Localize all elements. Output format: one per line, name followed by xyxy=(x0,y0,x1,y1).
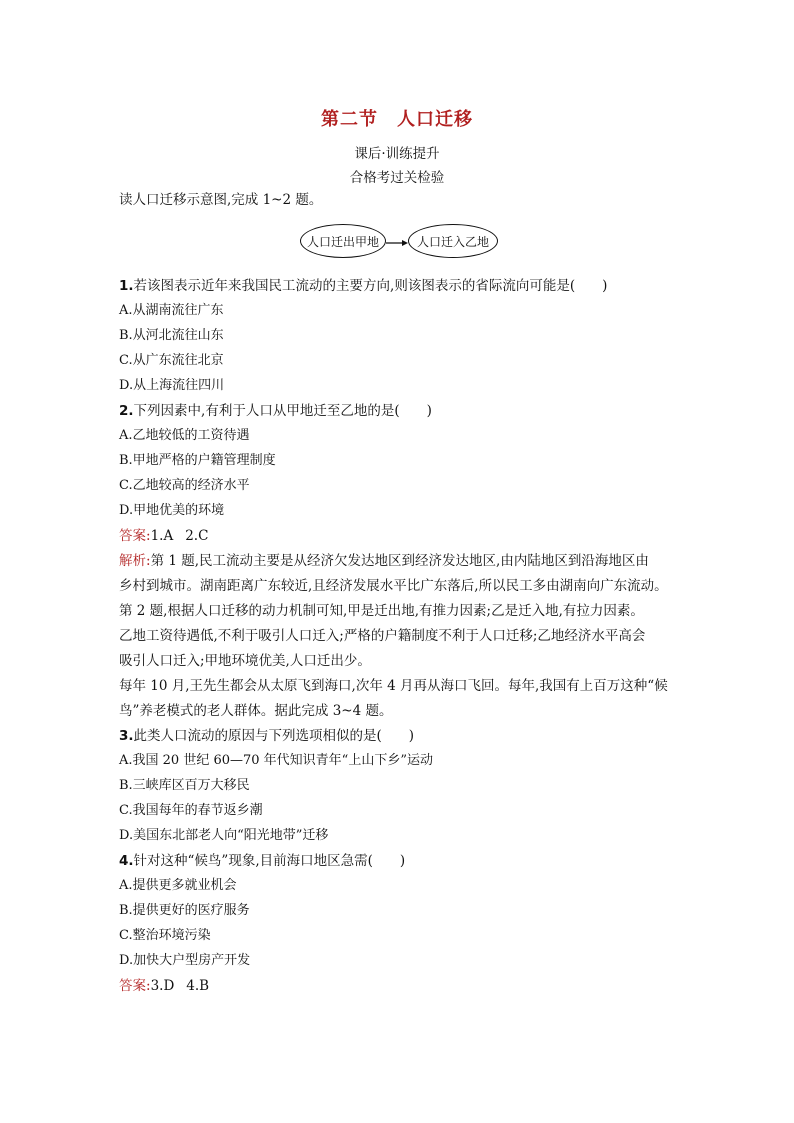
question-number: 4. xyxy=(119,853,134,869)
option-2a: A.乙地较低的工资待遇 xyxy=(119,428,250,443)
intro-text-2-line-1: 每年 10 月,王先生都会从太原飞到海口,次年 4 月再从海口飞回。每年,我国有上百万这种“候 xyxy=(119,678,668,694)
option-1a: A.从湖南流往广东 xyxy=(119,303,224,318)
arrow-icon xyxy=(386,240,408,246)
migration-diagram xyxy=(298,224,498,260)
answer-value: 2.C xyxy=(185,528,209,544)
question-text: 下列因素中,有利于人口从甲地迁至乙地的是( ) xyxy=(133,403,432,419)
option-3a: A.我国 20 世纪 60—70 年代知识青年“上山下乡”运动 xyxy=(119,753,433,768)
question-number: 3. xyxy=(119,728,134,744)
subtitle-after-class: 课后·训练提升 xyxy=(354,146,440,162)
question-2 xyxy=(119,399,689,423)
answer-label: 答案: xyxy=(119,978,151,994)
question-text: 此类人口流动的原因与下列选项相似的是( ) xyxy=(133,728,415,744)
option-2c: C.乙地较高的经济水平 xyxy=(119,478,250,493)
option-1c: C.从广东流往北京 xyxy=(119,353,224,368)
analysis-line-3: 第 2 题,根据人口迁移的动力机制可知,甲是迁出地,有推力因素;乙是迁入地,有拉力因素。 xyxy=(119,603,644,619)
answer-1-2 xyxy=(119,524,689,548)
answer-3-4 xyxy=(119,974,689,998)
analysis-line-5: 吸引人口迁入;甲地环境优美,人口迁出少。 xyxy=(119,653,371,669)
answer-label: 答案: xyxy=(119,528,151,544)
question-number: 1. xyxy=(119,278,134,294)
answer-value: 1.A xyxy=(150,528,174,544)
node-immigration: 人口迁入乙地 xyxy=(408,224,498,258)
analysis-line-2: 乡村到城市。湖南距离广东较近,且经济发展水平比广东落后,所以民工多由湖南向广东流动。 xyxy=(119,578,668,594)
intro-text-2-line-2: 鸟”养老模式的老人群体。据此完成 3~4 题。 xyxy=(119,703,393,719)
subtitle-qualification: 合格考过关检验 xyxy=(349,170,445,186)
option-2b: B.甲地严格的户籍管理制度 xyxy=(119,453,276,468)
analysis-label: 解析: xyxy=(119,553,151,569)
option-4d: D.加快大户型房产开发 xyxy=(119,953,251,968)
analysis-line-1: 解析:第 1 题,民工流动主要是从经济欠发达地区到经济发达地区,由内陆地区到沿海地区由 xyxy=(119,553,649,569)
question-number: 2. xyxy=(119,403,134,419)
option-4a: A.提供更多就业机会 xyxy=(119,878,237,893)
question-text: 针对这种“候鸟”现象,目前海口地区急需( ) xyxy=(133,853,406,869)
option-3c: C.我国每年的春节返乡潮 xyxy=(119,803,263,818)
option-3b: B.三峡库区百万大移民 xyxy=(119,778,250,793)
answer-value: 3.D xyxy=(150,978,175,994)
option-2d: D.甲地优美的环境 xyxy=(119,503,225,518)
analysis-line-4: 乙地工资待遇低,不利于吸引人口迁入;严格的户籍制度不利于人口迁移;乙地经济水平高会 xyxy=(119,628,646,644)
question-text: 若该图表示近年来我国民工流动的主要方向,则该图表示的省际流向可能是( ) xyxy=(133,278,608,294)
page-title: 第二节 人口迁移 xyxy=(321,109,473,130)
question-4 xyxy=(119,849,689,873)
question-1 xyxy=(119,274,689,298)
option-3d: D.美国东北部老人向“阳光地带”迁移 xyxy=(119,828,329,843)
option-4b: B.提供更好的医疗服务 xyxy=(119,903,250,918)
node-emigration: 人口迁出甲地 xyxy=(300,224,386,258)
option-1b: B.从河北流往山东 xyxy=(119,328,224,343)
option-1d: D.从上海流往四川 xyxy=(119,378,225,393)
intro-text-1: 读人口迁移示意图,完成 1~2 题。 xyxy=(119,192,323,208)
question-3 xyxy=(119,724,689,748)
option-4c: C.整治环境污染 xyxy=(119,928,211,943)
answer-value: 4.B xyxy=(186,978,210,994)
